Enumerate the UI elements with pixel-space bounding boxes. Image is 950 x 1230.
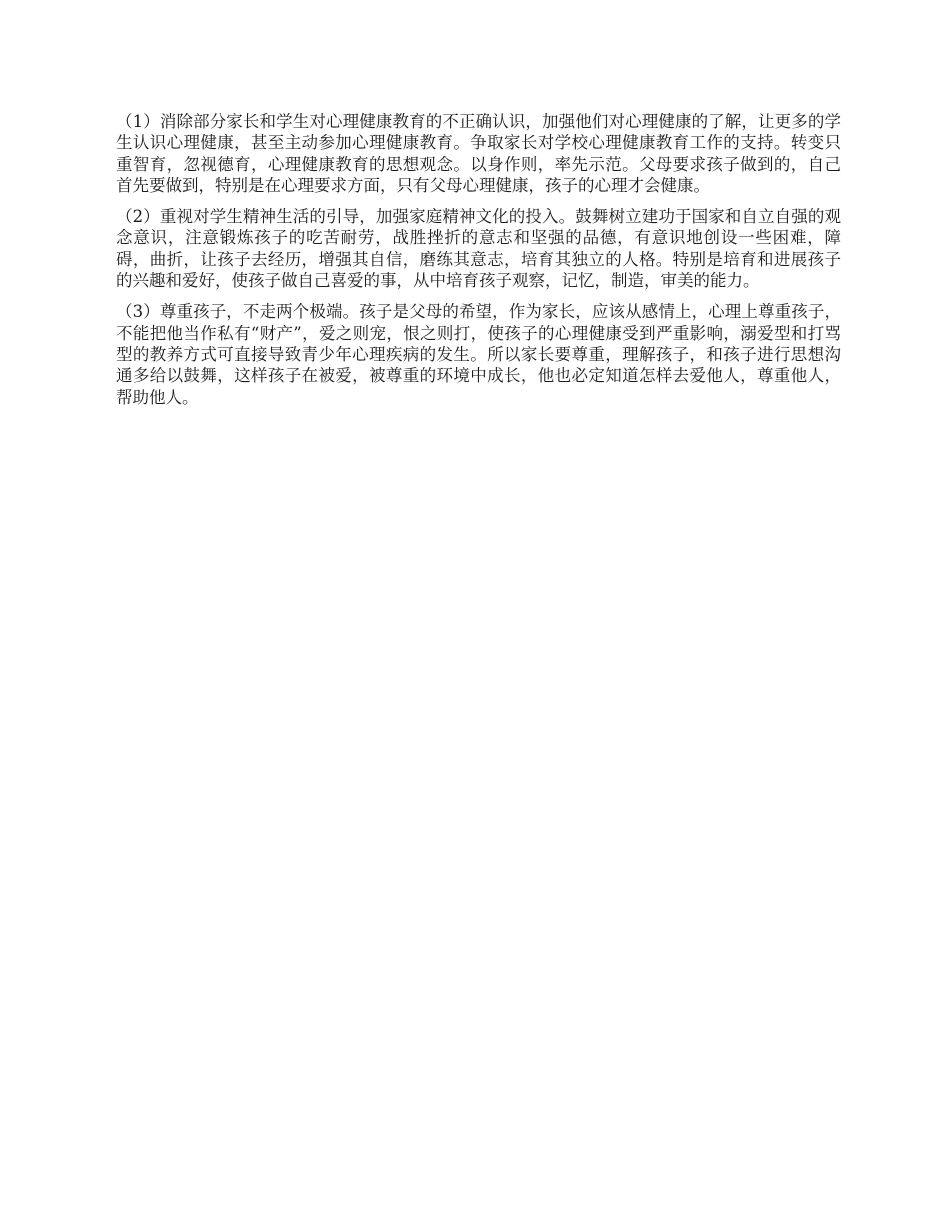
paragraph-1: （1）消除部分家长和学生对心理健康教育的不正确认识，加强他们对心理健康的了解，让更多的学生认识心理健康，甚至主动参加心理健康教育。争取家长对学校心理健康教育工作的支持。转变只重智育，忽视德育，心理健康教育的思想观念。以身作则，率先示范。父母要求孩子做到的，自己首先要做到，特别是在心理要求方面，只有父母心理健康，孩子的心理才会健康。 xyxy=(116,112,841,195)
paragraph-2: （2）重视对学生精神生活的引导，加强家庭精神文化的投入。鼓舞树立建功于国家和自立自强的观念意识，注意锻炼孩子的吃苦耐劳，战胜挫折的意志和坚强的品德，有意识地创设一些困难，障碍，曲折，让孩子去经历，增强其自信，磨练其意志，培育其独立的人格。特别是培育和进展孩子的兴趣和爱好，使孩子做自己喜爱的事，从中培育孩子观察，记忆，制造，审美的能力。 xyxy=(116,207,841,291)
paragraph-3: （3）尊重孩子，不走两个极端。孩子是父母的希望，作为家长，应该从感情上，心理上尊重孩子，不能把他当作私有“财产”，爱之则宠，恨之则打，使孩子的心理健康受到严重影响，溺爱型和打骂型的教养方式可直接导致青少年心理疾病的发生。所以家长要尊重，理解孩子，和孩子进行思想沟通多给以鼓舞，这样孩子在被爱，被尊重的环境中成长，他也必定知道怎样去爱他人，尊重他人，帮助他人。 xyxy=(116,302,841,407)
document-body xyxy=(116,111,841,418)
